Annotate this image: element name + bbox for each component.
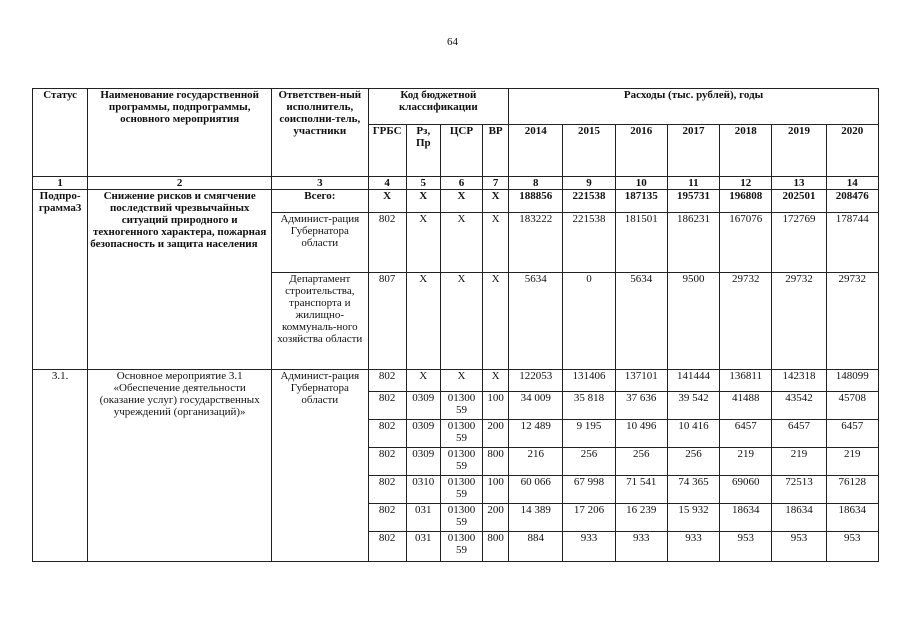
expense-value-2019: 953 [772,532,826,562]
expense-value-2015: 256 [563,448,615,476]
expense-value-2018: 196808 [720,190,772,213]
expense-value-2016: 10 496 [615,420,667,448]
responsible-cell: Админист-рация Губернатора области [272,213,368,273]
expense-value-2014: 216 [509,448,563,476]
column-number-2: 2 [88,177,272,190]
expense-value-2019: 219 [772,448,826,476]
expense-value-2015: 221538 [563,190,615,213]
expense-value-2019: 29732 [772,273,826,370]
measure-status: 3.1. [33,370,88,562]
csr-cell: 01300 59 [440,392,482,420]
grbs-cell: 802 [368,420,406,448]
rzpr-cell: 0310 [406,476,440,504]
header-status: Статус [33,89,88,177]
expense-value-2017: 186231 [667,213,719,273]
column-number-6: 6 [440,177,482,190]
header-year-2014: 2014 [509,125,563,177]
table-row [33,370,879,392]
expense-value-2018: 41488 [720,392,772,420]
column-number-7: 7 [483,177,509,190]
header-year-2020: 2020 [826,125,878,177]
expense-value-2017: 933 [667,532,719,562]
expense-value-2020: 219 [826,448,878,476]
expense-value-2014: 884 [509,532,563,562]
responsible-cell: Департамент строительства, транспорта и жилищно-коммуналь-ного хозяйства области [272,273,368,370]
expense-value-2020: 148099 [826,370,878,392]
expense-value-2014: 12 489 [509,420,563,448]
csr-cell: 01300 59 [440,504,482,532]
expense-value-2014: 14 389 [509,504,563,532]
expense-value-2016: 37 636 [615,392,667,420]
csr-cell: X [440,213,482,273]
expense-value-2019: 43542 [772,392,826,420]
csr-cell: 01300 59 [440,476,482,504]
rzpr-cell: X [406,273,440,370]
header-rzpr: Рз, Пр [406,125,440,177]
expense-value-2020: 178744 [826,213,878,273]
expense-value-2020: 208476 [826,190,878,213]
expense-value-2014: 183222 [509,213,563,273]
measure-responsible: Админист-рация Губернатора области [272,370,368,562]
rzpr-cell: X [406,190,440,213]
rzpr-cell: X [406,370,440,392]
expense-value-2018: 6457 [720,420,772,448]
vr-cell: 100 [483,392,509,420]
expense-value-2015: 0 [563,273,615,370]
expense-value-2014: 34 009 [509,392,563,420]
expense-value-2014: 188856 [509,190,563,213]
column-number-1: 1 [33,177,88,190]
csr-cell: X [440,370,482,392]
grbs-cell: 802 [368,392,406,420]
column-number-4: 4 [368,177,406,190]
column-number-12: 12 [720,177,772,190]
expense-value-2015: 67 998 [563,476,615,504]
vr-cell: X [483,213,509,273]
expense-value-2020: 29732 [826,273,878,370]
grbs-cell: 802 [368,532,406,562]
expense-value-2016: 256 [615,448,667,476]
expense-value-2018: 29732 [720,273,772,370]
expense-value-2017: 10 416 [667,420,719,448]
vr-cell: 200 [483,504,509,532]
expense-value-2019: 6457 [772,420,826,448]
column-number-5: 5 [406,177,440,190]
responsible-cell: Всего: [272,190,368,213]
header-year-2018: 2018 [720,125,772,177]
rzpr-cell: 031 [406,532,440,562]
expense-value-2016: 5634 [615,273,667,370]
expense-value-2016: 187135 [615,190,667,213]
expense-value-2020: 76128 [826,476,878,504]
page-number: 64 [447,36,458,48]
column-number-9: 9 [563,177,615,190]
expense-value-2015: 221538 [563,213,615,273]
vr-cell: 800 [483,532,509,562]
expense-value-2018: 18634 [720,504,772,532]
vr-cell: 100 [483,476,509,504]
header-responsible: Ответствен-ный исполнитель, соисполни-тель, участники [272,89,368,177]
rzpr-cell: 031 [406,504,440,532]
csr-cell: X [440,190,482,213]
rzpr-cell: 0309 [406,420,440,448]
expense-value-2016: 16 239 [615,504,667,532]
expense-value-2018: 219 [720,448,772,476]
expense-value-2016: 137101 [615,370,667,392]
expense-value-2016: 181501 [615,213,667,273]
grbs-cell: 802 [368,476,406,504]
expense-value-2015: 9 195 [563,420,615,448]
expense-value-2015: 933 [563,532,615,562]
header-grbs: ГРБС [368,125,406,177]
expense-value-2015: 131406 [563,370,615,392]
expense-value-2019: 172769 [772,213,826,273]
expense-value-2019: 18634 [772,504,826,532]
expense-value-2017: 141444 [667,370,719,392]
header-year-2017: 2017 [667,125,719,177]
expenses-table [32,88,879,562]
column-number-8: 8 [509,177,563,190]
expense-value-2017: 9500 [667,273,719,370]
column-number-14: 14 [826,177,878,190]
vr-cell: 200 [483,420,509,448]
vr-cell: 800 [483,448,509,476]
expense-value-2020: 45708 [826,392,878,420]
expense-value-2014: 5634 [509,273,563,370]
csr-cell: 01300 59 [440,532,482,562]
csr-cell: X [440,273,482,370]
rzpr-cell: 0309 [406,448,440,476]
expense-value-2016: 933 [615,532,667,562]
table-row [33,190,879,213]
expense-value-2017: 256 [667,448,719,476]
expense-value-2017: 15 932 [667,504,719,532]
expense-value-2019: 72513 [772,476,826,504]
grbs-cell: 802 [368,370,406,392]
expense-value-2019: 142318 [772,370,826,392]
expense-value-2016: 71 541 [615,476,667,504]
expense-value-2018: 69060 [720,476,772,504]
vr-cell: X [483,190,509,213]
grbs-cell: 802 [368,213,406,273]
expense-value-2018: 953 [720,532,772,562]
grbs-cell: 802 [368,504,406,532]
expense-value-2015: 35 818 [563,392,615,420]
expense-value-2017: 74 365 [667,476,719,504]
column-number-13: 13 [772,177,826,190]
csr-cell: 01300 59 [440,420,482,448]
expense-value-2020: 18634 [826,504,878,532]
subprogram-status: Подпро-грамма3 [33,190,88,370]
expense-value-2020: 953 [826,532,878,562]
column-number-3: 3 [272,177,368,190]
grbs-cell: 807 [368,273,406,370]
column-number-11: 11 [667,177,719,190]
expense-value-2015: 17 206 [563,504,615,532]
vr-cell: X [483,370,509,392]
header-year-2015: 2015 [563,125,615,177]
header-expenses: Расходы (тыс. рублей), годы [509,89,879,125]
expense-value-2018: 136811 [720,370,772,392]
header-year-2019: 2019 [772,125,826,177]
header-year-2016: 2016 [615,125,667,177]
subprogram-name: Снижение рисков и смягчение последствий чрезвычайных ситуаций природного и техногенного характера, пожарная безопасность и защита населения [88,190,272,370]
expense-value-2020: 6457 [826,420,878,448]
expense-value-2014: 60 066 [509,476,563,504]
csr-cell: 01300 59 [440,448,482,476]
expense-value-2017: 39 542 [667,392,719,420]
rzpr-cell: X [406,213,440,273]
expense-value-2018: 167076 [720,213,772,273]
header-vr: ВР [483,125,509,177]
expense-value-2019: 202501 [772,190,826,213]
column-number-10: 10 [615,177,667,190]
expense-value-2014: 122053 [509,370,563,392]
header-name: Наименование государственной программы, подпрограммы, основного мероприятия [88,89,272,177]
header-csr: ЦСР [440,125,482,177]
rzpr-cell: 0309 [406,392,440,420]
vr-cell: X [483,273,509,370]
measure-name: Основное мероприятие 3.1 «Обеспечение деятельности (оказание услуг) государственных учреждений (организаций)» [88,370,272,562]
grbs-cell: X [368,190,406,213]
header-budget-code: Код бюджетной классификации [368,89,509,125]
grbs-cell: 802 [368,448,406,476]
expense-value-2017: 195731 [667,190,719,213]
